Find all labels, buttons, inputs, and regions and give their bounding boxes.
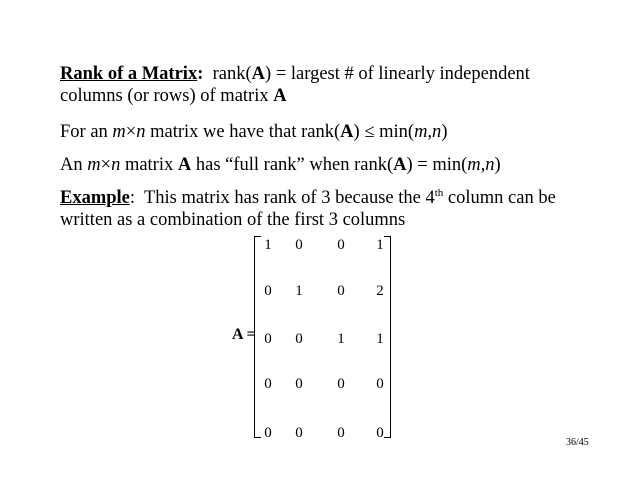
full-rank-statement bbox=[60, 154, 501, 176]
matrix-cell: 0 bbox=[264, 283, 272, 299]
rank-term: Rank of a Matrix bbox=[60, 64, 198, 84]
rank-bound-statement bbox=[60, 121, 447, 143]
matrix-cell: 0 bbox=[264, 376, 272, 392]
matrix-cell: 1 bbox=[376, 237, 384, 253]
text-part: ) bbox=[494, 155, 501, 175]
text-part: matrix we have that rank( bbox=[145, 122, 341, 142]
example-label: Example bbox=[60, 188, 130, 208]
page-number: 36/45 bbox=[566, 437, 589, 448]
rank-def-matrix: A bbox=[251, 64, 266, 84]
matrix-cell: 1 bbox=[264, 237, 272, 253]
matrix-cell: 0 bbox=[376, 425, 384, 441]
times-symbol: × bbox=[125, 122, 137, 142]
matrix-cell: 1 bbox=[295, 283, 303, 299]
matrix-cell: 0 bbox=[264, 331, 272, 347]
text-part: matrix bbox=[120, 155, 178, 175]
matrix-cell: 0 bbox=[295, 237, 303, 253]
example-paragraph bbox=[60, 187, 556, 231]
rank-def-matrix: A bbox=[273, 86, 287, 106]
matrix-symbol: A bbox=[393, 155, 407, 175]
text-part: ) = min( bbox=[406, 155, 468, 175]
matrix-cell: 0 bbox=[295, 376, 303, 392]
matrix-symbol: A bbox=[177, 155, 192, 175]
example-text: : This matrix has rank of 3 because the 4 bbox=[129, 188, 435, 208]
var-n: n bbox=[136, 122, 146, 142]
var-mn: m,n bbox=[414, 122, 442, 142]
matrix-cell: 0 bbox=[337, 425, 345, 441]
text-part: An bbox=[60, 155, 88, 175]
var-mn: m,n bbox=[467, 155, 495, 175]
text-part: ) bbox=[441, 122, 448, 142]
var-m: m bbox=[87, 155, 101, 175]
matrix-cell: 0 bbox=[264, 425, 272, 441]
example-text: column can be bbox=[443, 188, 556, 208]
matrix-cell: 0 bbox=[337, 283, 345, 299]
matrix-label bbox=[232, 324, 256, 346]
matrix-cell: 0 bbox=[337, 237, 345, 253]
rank-def-line2: columns (or rows) of matrix bbox=[60, 86, 274, 106]
times-symbol: × bbox=[100, 155, 112, 175]
text-part: has “full rank” when rank( bbox=[191, 155, 394, 175]
rank-term-colon: : bbox=[197, 64, 204, 84]
matrix-cell: 0 bbox=[376, 376, 384, 392]
rank-def-part: rank( bbox=[203, 64, 252, 84]
rank-definition bbox=[60, 63, 530, 107]
example-superscript: th bbox=[434, 187, 444, 199]
matrix-cell: 0 bbox=[295, 331, 303, 347]
matrix-label-text: A = bbox=[232, 326, 256, 343]
matrix-cell: 0 bbox=[337, 376, 345, 392]
var-n: n bbox=[111, 155, 121, 175]
matrix-cell: 0 bbox=[295, 425, 303, 441]
matrix-cell: 1 bbox=[337, 331, 345, 347]
rank-def-part: ) = largest # of linearly independent bbox=[265, 64, 530, 84]
example-text-line2: written as a combination of the first 3 columns bbox=[60, 210, 406, 230]
text-part: For an bbox=[60, 122, 113, 142]
var-m: m bbox=[112, 122, 126, 142]
matrix-symbol: A bbox=[340, 122, 354, 142]
text-part: ) ≤ min( bbox=[353, 122, 415, 142]
matrix-cell: 1 bbox=[376, 331, 384, 347]
matrix-cell: 2 bbox=[376, 283, 384, 299]
